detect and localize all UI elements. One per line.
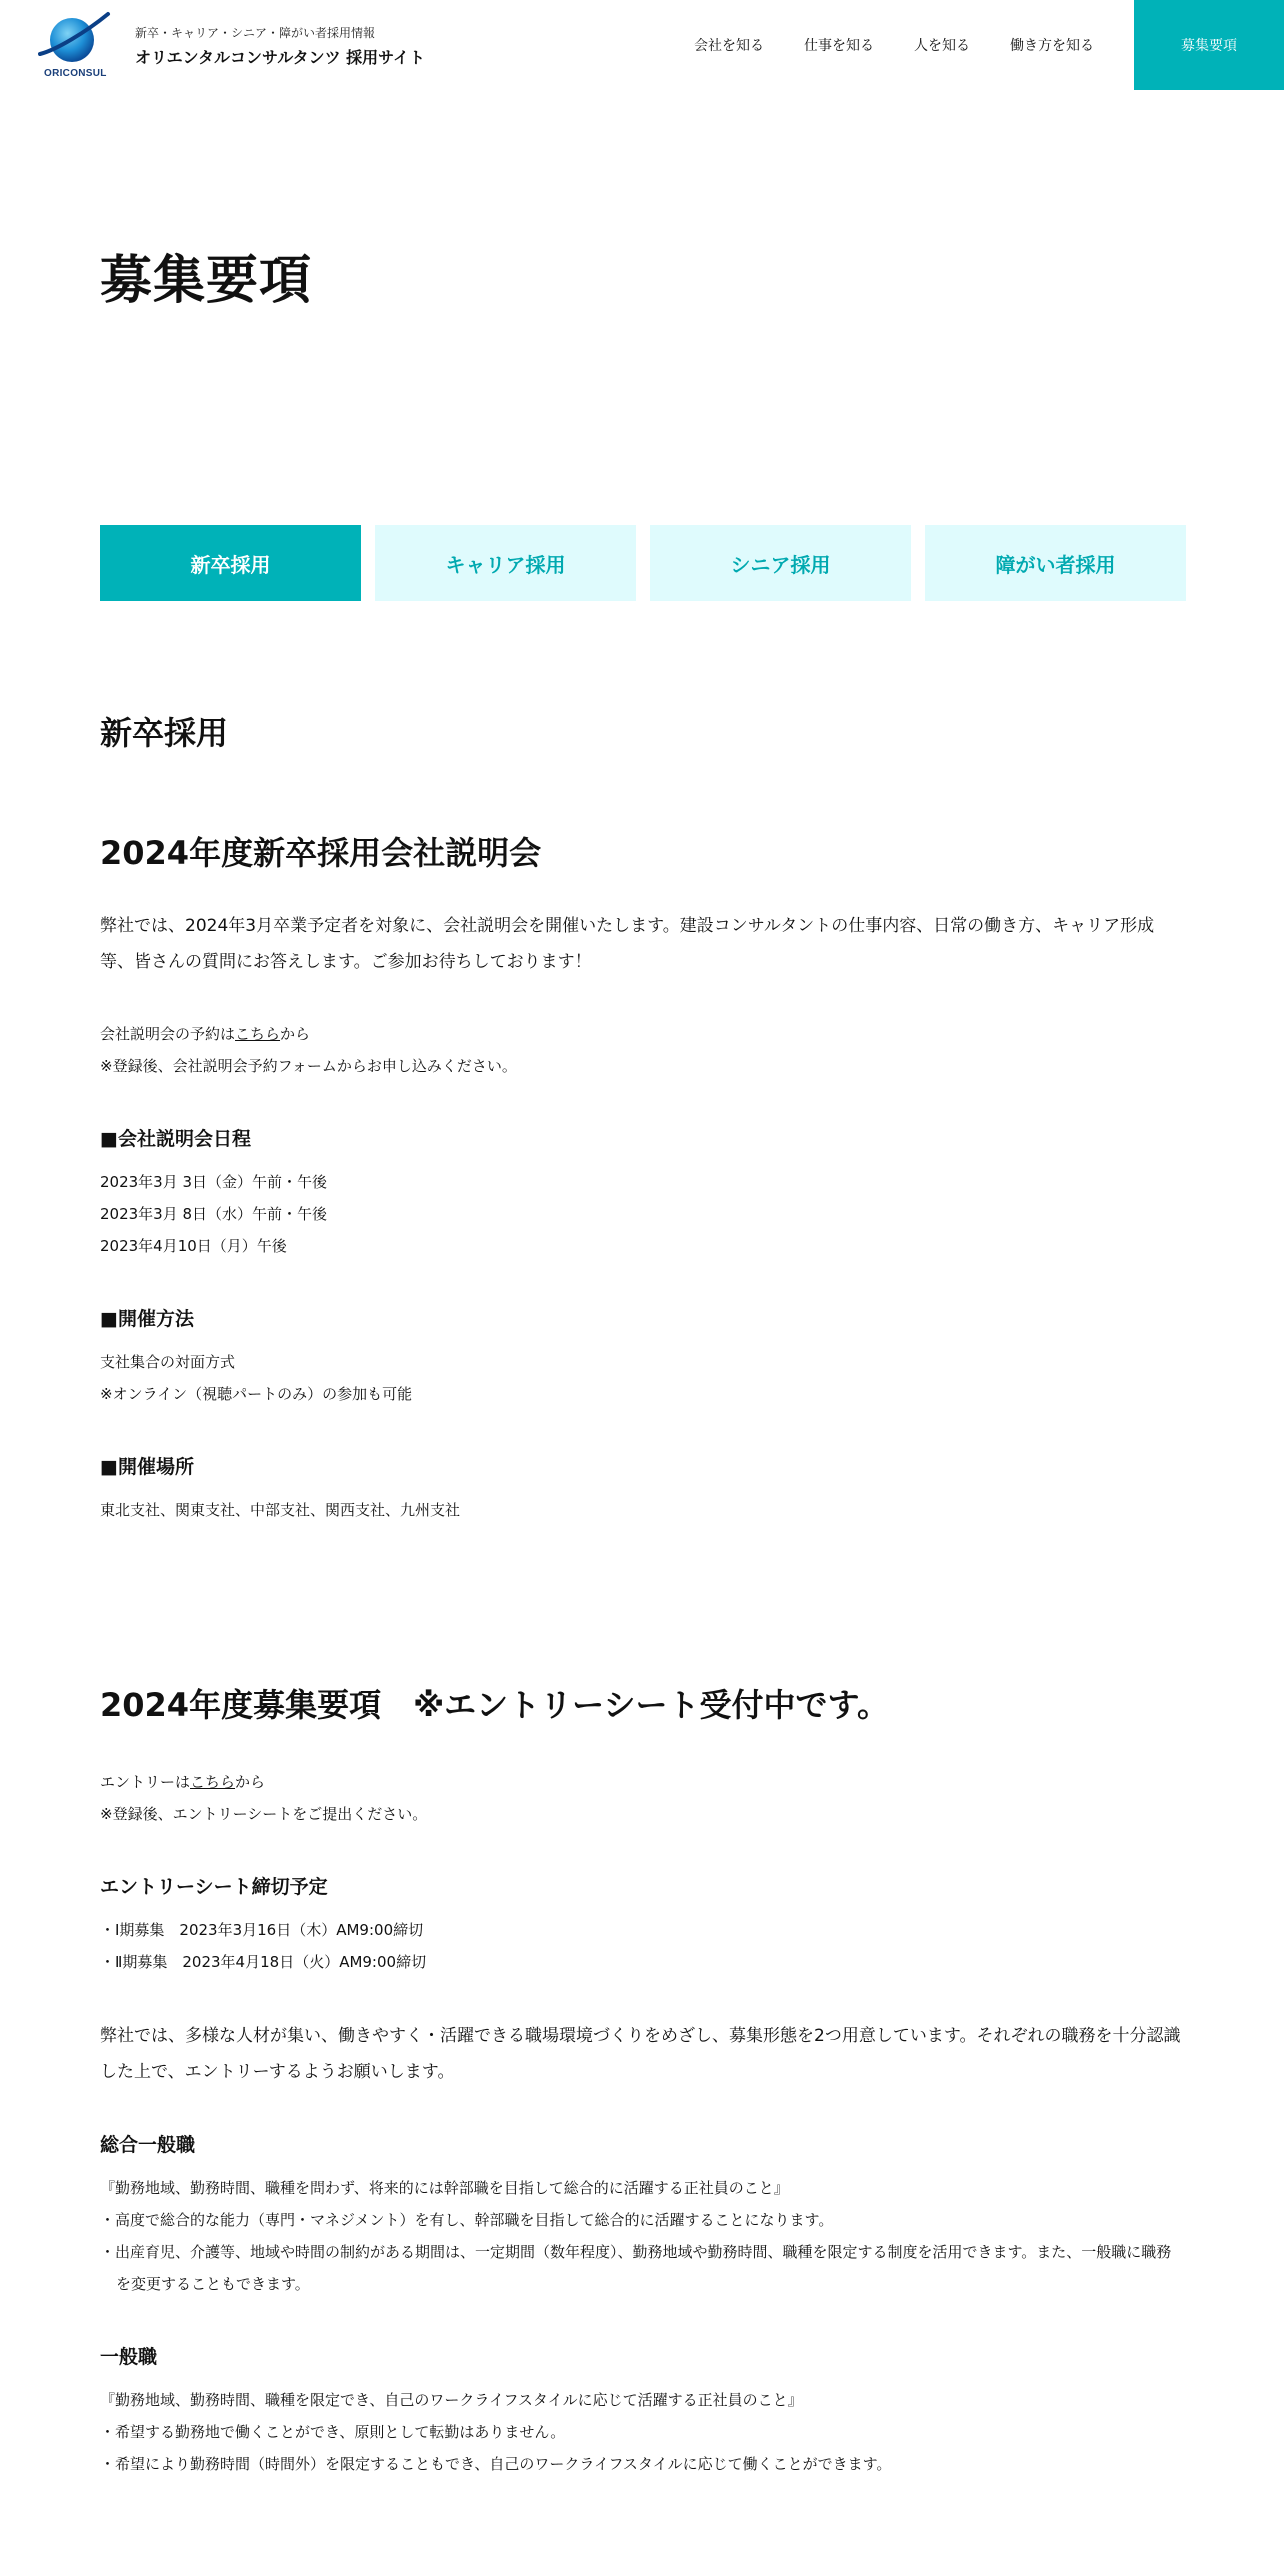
regular-item: ・希望により勤務時間（時間外）を限定することもでき、自己のワークライフスタイルに応じて働くことができます。: [100, 2455, 892, 2473]
recruit-lead: 弊社では、多様な人材が集い、働きやすく・活躍できる職場環境づくりをめざし、募集形態を2つ用意しています。それぞれの職務を十分認識した上で、エントリーするようお願いします。: [100, 2026, 1181, 2082]
regular-title: 一般職: [100, 2346, 158, 2368]
site-subtitle: 新卒・キャリア・シニア・障がい者採用情報: [135, 26, 376, 40]
deadline-item: ・Ⅱ期募集 2023年4月18日（火）AM9:00締切: [100, 1953, 427, 1971]
entry-post-text: から: [235, 1773, 266, 1791]
deadline-title: エントリーシート締切予定: [100, 1876, 328, 1898]
entry-pre-text: エントリーは: [100, 1773, 191, 1791]
site-header: [0, 0, 1284, 90]
nav-item-people[interactable]: 人を知る: [914, 38, 970, 54]
seminar-reserve: [100, 1018, 310, 1050]
place-title: ■開催場所: [100, 1456, 194, 1478]
nav-item-workstyle[interactable]: 働き方を知る: [1010, 38, 1094, 54]
logo-text: ORICONSUL: [44, 68, 107, 79]
schedule-title: ■会社説明会日程: [100, 1128, 251, 1150]
entry-line: [100, 1766, 265, 1798]
section-title: 新卒採用: [100, 714, 229, 752]
method-title: ■開催方法: [100, 1308, 194, 1330]
schedule-item: 2023年3月 3日（金）午前・午後: [100, 1173, 328, 1191]
tab-career[interactable]: キャリア採用: [375, 525, 636, 601]
entry-note: ※登録後、エントリーシートをご提出ください。: [100, 1805, 428, 1823]
main-nav: [694, 0, 1134, 90]
nav-cta-recruit[interactable]: 募集要項: [1134, 0, 1284, 90]
company-logo[interactable]: [36, 10, 112, 80]
general-item: ・高度で総合的な能力（専門・マネジメント）を有し、幹部職を目指して総合的に活躍することになります。: [100, 2211, 834, 2229]
method-item: ※オンライン（視聴パートのみ）の参加も可能: [100, 1385, 413, 1403]
schedule-item: 2023年3月 8日（水）午前・午後: [100, 1205, 328, 1223]
deadline-item: ・Ⅰ期募集 2023年3月16日（木）AM9:00締切: [100, 1921, 424, 1939]
general-item: 『勤務地域、勤務時間、職種を問わず、将来的には幹部職を目指して総合的に活躍する正社員のこと』: [100, 2179, 789, 2197]
general-title: 総合一般職: [100, 2134, 196, 2156]
reserve-post-text: から: [280, 1025, 311, 1043]
regular-item: 『勤務地域、勤務時間、職種を限定でき、自己のワークライフスタイルに応じて活躍する正社員のこと』: [100, 2391, 803, 2409]
place-text: 東北支社、関東支社、中部支社、関西支社、九州支社: [100, 1501, 461, 1519]
seminar-lead: 弊社では、2024年3月卒業予定者を対象に、会社説明会を開催いたします。建設コンサルタントの仕事内容、日常の働き方、キャリア形成等、皆さんの質問にお答えします。ご参加お待ちしております！: [100, 916, 1155, 972]
schedule-item: 2023年4月10日（月）午後: [100, 1237, 287, 1255]
entry-link[interactable]: こちら: [190, 1773, 236, 1791]
method-item: 支社集合の対面方式: [100, 1353, 236, 1371]
tab-senior[interactable]: シニア採用: [650, 525, 911, 601]
recruit-tabs: [100, 525, 1186, 601]
nav-item-company[interactable]: 会社を知る: [694, 38, 764, 54]
planet-logo-icon: [36, 10, 112, 70]
tab-new-graduate[interactable]: 新卒採用: [100, 525, 361, 601]
reserve-pre-text: 会社説明会の予約は: [100, 1025, 236, 1043]
seminar-title: 2024年度新卒採用会社説明会: [100, 834, 542, 872]
recruit-title: 2024年度募集要項 ※エントリーシート受付中です。: [100, 1686, 889, 1724]
site-title[interactable]: オリエンタルコンサルタンツ 採用サイト: [135, 48, 426, 67]
general-item: ・出産育児、介護等、地域や時間の制約がある期間は、一定期間（数年程度）、勤務地域や勤務時間、職種を限定する制度を活用できます。また、一般職に職務を変更することもできます。: [100, 2243, 1172, 2293]
nav-item-work[interactable]: 仕事を知る: [804, 38, 874, 54]
reserve-note: ※登録後、会社説明会予約フォームからお申し込みください。: [100, 1057, 517, 1075]
regular-item: ・希望する勤務地で働くことができ、原則として転勤はありません。: [100, 2423, 566, 2441]
reserve-link[interactable]: こちら: [235, 1025, 281, 1043]
page-title: 募集要項: [100, 251, 313, 311]
tab-disability[interactable]: 障がい者採用: [925, 525, 1186, 601]
